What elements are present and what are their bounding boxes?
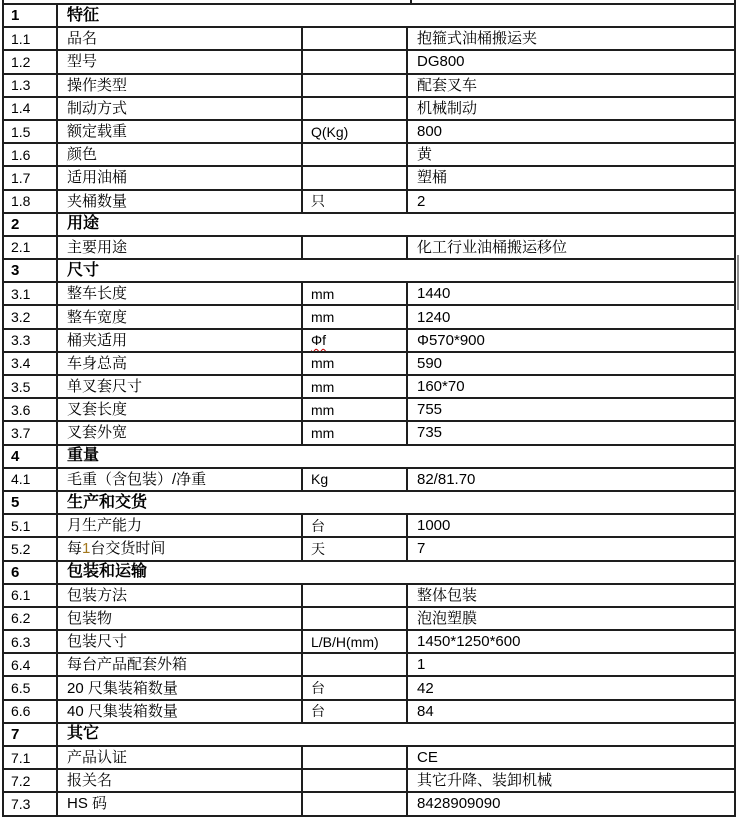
row-number-cell: 2 [4,214,58,235]
table-row [4,98,734,121]
item-label-cell: 包装尺寸 [58,631,303,652]
unit-cell [303,376,408,397]
row-number-cell: 6.2 [4,608,58,629]
unit-cell [303,538,408,559]
table-row [4,608,734,631]
unit-cell [303,677,408,698]
value-cell: 配套叉车 [417,76,478,94]
row-number-cell: 3.2 [4,306,58,327]
value-cell: CE [417,749,438,767]
item-label-fragment: 1 [82,540,91,558]
row-number-cell: 6.4 [4,654,58,675]
section-title-cell: 尺寸 [67,261,100,279]
table-row [4,121,734,144]
value-cell: 1240 [417,308,451,326]
unit-text: mm [311,355,335,372]
item-label-cell: 月生产能力 [58,515,303,536]
unit-cell [303,515,408,536]
table-row [4,515,734,538]
unit-cell [303,747,408,768]
row-number-cell: 1.7 [4,167,58,188]
row-number-cell: 3.7 [4,422,58,443]
unit-cell [303,121,408,142]
unit-cell [303,283,408,304]
row-number-cell: 3.3 [4,330,58,351]
row-number-cell: 6.3 [4,631,58,652]
item-label-cell: 制动方式 [58,98,303,119]
table-row [4,585,734,608]
item-label-cell: 颜色 [58,144,303,165]
item-label-fragment: 每 [67,540,83,558]
row-number-cell: 3.1 [4,283,58,304]
section-title-cell: 其它 [67,725,100,743]
row-number-cell: 1.8 [4,191,58,212]
unit-cell [303,422,408,443]
row-number-cell: 3.4 [4,353,58,374]
row-number-cell: 1.5 [4,121,58,142]
value-cell: 8428909090 [417,795,501,813]
unit-text: 台 [311,703,325,720]
value-cell: 7 [417,540,426,558]
unit-cell [303,144,408,165]
row-number-cell: 6.5 [4,677,58,698]
unit-text: Kg [311,471,329,488]
unit-text: L/B/H(mm) [311,633,379,650]
unit-text: Φf [311,332,327,349]
row-number-cell: 5.1 [4,515,58,536]
section-title-cell: 重量 [67,447,100,465]
row-number-cell: 1 [4,5,58,26]
value-cell: 其它升降、装卸机械 [417,772,553,790]
row-number-cell: 1.1 [4,28,58,49]
unit-cell [303,585,408,606]
table-row [4,770,734,793]
item-label-cell: 操作类型 [58,75,303,96]
value-cell: 2 [417,192,426,210]
table-row [4,144,734,167]
unit-cell [303,167,408,188]
unit-cell [303,51,408,72]
item-label-cell: 桶夹适用 [58,330,303,351]
table-row [4,701,734,724]
item-label-cell: 毛重（含包装）/净重 [58,469,303,490]
item-label-cell: 主要用途 [58,237,303,258]
row-number-cell: 5 [4,492,58,513]
unit-cell [303,330,408,351]
table-row [4,167,734,190]
table-row [4,283,734,306]
unit-text: 只 [311,193,325,210]
unit-cell [303,770,408,791]
value-cell: 160*70 [417,378,465,396]
row-number-cell: 1.3 [4,75,58,96]
unit-text: mm [311,401,335,418]
row-number-cell: 3.6 [4,399,58,420]
table-row [4,330,734,353]
item-label-cell: 额定载重 [58,121,303,142]
table-row [4,399,734,422]
item-label-cell: 20 尺集装箱数量 [58,677,303,698]
section-row [4,724,734,747]
unit-text: 台 [311,680,325,697]
value-cell: 82/81.70 [417,470,476,488]
value-cell: 590 [417,354,443,372]
row-number-cell: 7.3 [4,793,58,814]
section-row [4,260,734,283]
section-title-cell: 生产和交货 [67,493,148,511]
row-number-cell: 4.1 [4,469,58,490]
row-number-cell: 7.1 [4,747,58,768]
table-row [4,28,734,51]
table-row [4,469,734,492]
unit-cell [303,654,408,675]
table-row [4,631,734,654]
value-cell: 735 [417,424,443,442]
row-number-cell: 6.6 [4,701,58,722]
unit-cell [303,701,408,722]
item-label-cell: 整车宽度 [58,306,303,327]
unit-cell [303,353,408,374]
item-label-cell: 单叉套尺寸 [58,376,303,397]
item-label-cell: 整车长度 [58,283,303,304]
unit-cell [303,399,408,420]
item-label-cell: 包装物 [58,608,303,629]
item-label-cell: 叉套外宽 [58,422,303,443]
table-row [4,654,734,677]
item-label-cell: HS 码 [58,793,303,814]
table-row [4,306,734,329]
item-label-cell: 报关名 [58,770,303,791]
value-cell: 泡泡塑膜 [417,609,478,627]
value-cell: Φ570*900 [417,331,485,349]
unit-cell [303,191,408,212]
unit-text: Q(Kg) [311,123,349,140]
unit-cell [303,28,408,49]
unit-cell [303,98,408,119]
row-number-cell: 1.6 [4,144,58,165]
value-cell: 整体包装 [417,586,478,604]
value-cell: 1440 [417,285,451,303]
section-title-cell: 特征 [67,6,100,24]
item-label-cell: 40 尺集装箱数量 [58,701,303,722]
row-number-cell: 5.2 [4,538,58,559]
value-cell: 755 [417,401,443,419]
unit-text: mm [311,424,335,441]
item-label-cell: 产品认证 [58,747,303,768]
value-cell: 塑桶 [417,169,448,187]
unit-cell [303,306,408,327]
section-title-cell: 包装和运输 [67,563,148,581]
section-row [4,562,734,585]
row-number-cell: 4 [4,446,58,467]
section-title-cell: 用途 [67,215,100,233]
table-row [4,191,734,214]
table-row [4,422,734,445]
unit-cell [303,793,408,814]
table-row [4,538,734,561]
section-row [4,492,734,515]
value-cell: 1 [417,656,426,674]
item-label-cell: 车身总高 [58,353,303,374]
value-cell: 1450*1250*600 [417,633,521,651]
unit-text: mm [311,285,335,302]
item-label-cell: 每台产品配套外箱 [58,654,303,675]
row-number-cell: 6 [4,562,58,583]
table-row [4,677,734,700]
unit-cell [303,631,408,652]
item-label-cell: 夹桶数量 [58,191,303,212]
value-cell: 800 [417,123,443,141]
unit-text: mm [311,378,335,395]
unit-cell [303,608,408,629]
value-cell: 1000 [417,517,451,535]
row-number-cell: 2.1 [4,237,58,258]
spec-table [2,5,736,817]
section-row [4,214,734,237]
table-row [4,353,734,376]
unit-text: 天 [311,540,325,557]
value-cell: 84 [417,702,434,720]
table-row [4,51,734,74]
value-cell: 42 [417,679,434,697]
table-row [4,793,734,816]
row-number-cell: 7.2 [4,770,58,791]
unit-cell [303,237,408,258]
item-label-cell: 品名 [58,28,303,49]
unit-cell [303,75,408,96]
value-cell: 化工行业油桶搬运移位 [417,238,568,256]
table-row [4,75,734,98]
table-row [4,376,734,399]
section-row [4,5,734,28]
row-number-cell: 6.1 [4,585,58,606]
scrollbar-thumb[interactable] [737,255,739,310]
value-cell: DG800 [417,53,465,71]
row-number-cell: 1.2 [4,51,58,72]
unit-cell [303,469,408,490]
value-cell: 黄 [417,146,433,164]
table-row [4,747,734,770]
row-number-cell: 7 [4,724,58,745]
value-cell: 抱箍式油桶搬运夹 [417,30,538,48]
row-number-cell: 3 [4,260,58,281]
item-label-cell: 包装方法 [58,585,303,606]
partial-row-column-divider [410,0,412,3]
unit-text: 台 [311,517,325,534]
row-number-cell: 1.4 [4,98,58,119]
unit-text: mm [311,309,335,326]
item-label-cell: 叉套长度 [58,399,303,420]
value-cell: 机械制动 [417,99,478,117]
item-label-cell [58,538,303,559]
item-label-cell: 适用油桶 [58,167,303,188]
item-label-cell: 型号 [58,51,303,72]
section-row [4,446,734,469]
item-label-fragment: 台交货时间 [90,540,166,558]
table-row [4,237,734,260]
row-number-cell: 3.5 [4,376,58,397]
